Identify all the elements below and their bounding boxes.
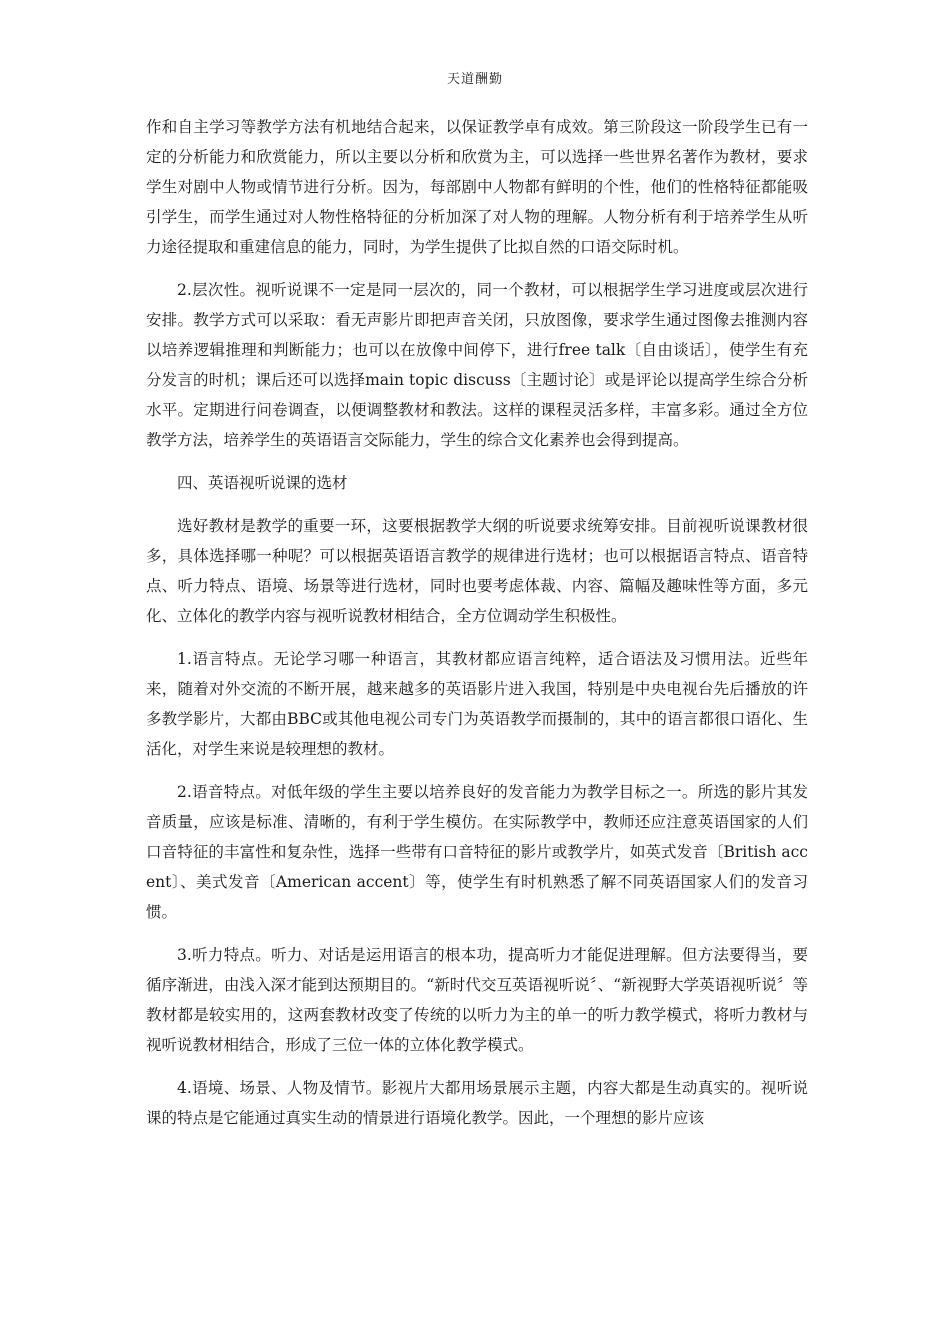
paragraph-hierarchy: 2.层次性。视听说课不一定是同一层次的，同一个教材，可以根据学生学习进度或层次进行安排。教学方式可以采取：看无声影片即把声音关闭，只放图像，要求学生通过图像去推测内容以培养逻辑推理和判断能力；也可以在放像中间停下，进行free talk〔自由谈话〕，使学生有充分发言的时机；课后还可以选择main topic discuss〔主题讨论〕或是评论以提高学生综合分析水平。定期进行问卷调查，以便调整教材和教法。这样的课程灵活多样，丰富多彩。通过全方位教学方法，培养学生的英语语言交际能力，学生的综合文化素养也会得到提高。 [146,281,808,449]
paragraph-material-selection: 选好教材是教学的重要一环，这要根据教学大纲的听说要求统筹安排。目前视听说课教材很多，具体选择哪一种呢？可以根据英语语言教学的规律进行选材；也可以根据语言特点、语音特点、听力特点、语境、场景等进行选材，同时也要考虑体裁、内容、篇幅及趣味性等方面，多元化、立体化的教学内容与视听说教材相结合，全方位调动学生积极性。 [146,517,808,625]
paragraph-pronunciation-features: 2.语音特点。对低年级的学生主要以培养良好的发音能力为教学目标之一。所选的影片其发音质量，应该是标准、清晰的，有利于学生模仿。在实际教学中，教师还应注意英语国家的人们口音特征的丰富性和复杂性，选择一些带有口音特征的影片或教学片，如英式发音〔British accent〕、美式发音〔American accent〕等，使学生有时机熟悉了解不同英语国家人们的发音习惯。 [146,783,808,921]
page-header: 天道酬勤 [446,72,503,87]
paragraph-continuation: 作和自主学习等教学方法有机地结合起来，以保证教学卓有成效。第三阶段这一阶段学生已有一定的分析能力和欣赏能力，所以主要以分析和欣赏为主，可以选择一些世界名著作为教材，要求学生对剧中人物或情节进行分析。因为，每部剧中人物都有鲜明的个性，他们的性格特征都能吸引学生，而学生通过对人物性格特征的分析加深了对人物的理解。人物分析有利于培养学生从听力途径提取和重建信息的能力，同时，为学生提供了比拟自然的口语交际时机。 [146,118,808,256]
section-heading: 四、英语视听说课的选材 [177,474,348,492]
paragraph-language-features: 1.语言特点。无论学习哪一种语言，其教材都应语言纯粹，适合语法及习惯用法。近些年来，随着对外交流的不断开展，越来越多的英语影片进入我国，特别是中央电视台先后播放的许多教学影片，大都由BBC或其他电视公司专门为英语教学而摄制的，其中的语言都很口语化、生活化，对学生来说是较理想的教材。 [146,650,808,758]
paragraph-listening-features: 3.听力特点。听力、对话是运用语言的根本功，提高听力才能促进理解。但方法要得当，要循序渐进，由浅入深才能到达预期目的。“新时代交互英语视听说〞、“新视野大学英语视听说〞等教材都是较实用的，这两套教材改变了传统的以听力为主的单一的听力教学模式，将听力教材与视听说教材相结合，形成了三位一体的立体化教学模式。 [146,946,808,1054]
document-body [146,112,808,1146]
paragraph-context-scenes: 4.语境、场景、人物及情节。影视片大都用场景展示主题，内容大都是生动真实的。视听说课的特点是它能通过真实生动的情景进行语境化教学。因此，一个理想的影片应该 [146,1079,808,1127]
